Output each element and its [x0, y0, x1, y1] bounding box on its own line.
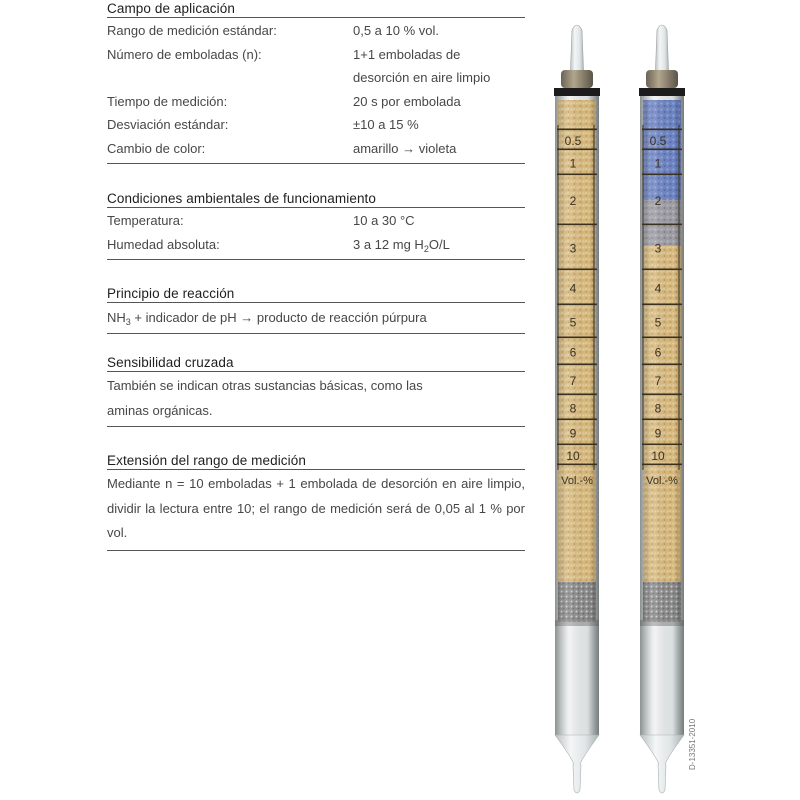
scale-label: 5 [654, 315, 662, 330]
scale-line [557, 337, 597, 339]
scale-label: 1 [569, 156, 577, 171]
row-label: Humedad absoluta: [107, 236, 220, 252]
scale-line [642, 149, 682, 151]
tube-collar [554, 88, 600, 96]
row-range [107, 19, 525, 43]
row-label: Desviación estándar: [107, 117, 229, 132]
scale-line [557, 364, 597, 366]
scale-label: 10 [566, 449, 580, 463]
row-value-line2: desorción en aire limpio [353, 70, 491, 85]
scale-label: 6 [654, 345, 662, 360]
row-value [353, 43, 525, 90]
row-strokes [107, 43, 525, 90]
row-value: ±10 a 15 % [353, 117, 419, 132]
scale-line [642, 269, 682, 271]
extension-text: Mediante n = 10 emboladas + 1 embolada de desorción en aire limpio, dividir la lectura entre 10; el rango de medición será de 0,05 al 1 % por vol. [107, 470, 525, 551]
section-title: Principio de reacción [107, 285, 525, 303]
scale-line [642, 364, 682, 366]
scale-label: 8 [654, 401, 662, 416]
scale-label: 2 [569, 194, 577, 208]
tube-collar [639, 88, 685, 96]
row-deviation [107, 113, 525, 137]
row-value-line1: 1+1 emboladas de [353, 46, 461, 62]
scale-label: 3 [569, 241, 577, 256]
scale-line [642, 419, 682, 421]
row-value: 20 s por embolada [353, 93, 461, 109]
section-title: Extensión del rango de medición [107, 452, 525, 470]
section-title: Sensibilidad cruzada [107, 354, 525, 372]
scale-unit: Vol.-% [561, 475, 593, 487]
section-title: Condiciones ambientales de funcionamiento [107, 190, 525, 208]
scale-line [557, 149, 597, 151]
scale-line [642, 224, 682, 226]
scale-label: 3 [654, 241, 662, 256]
scale-label: 5 [569, 315, 577, 330]
scale-label: 4 [569, 281, 577, 296]
cross-text [107, 372, 525, 427]
row-humidity [107, 233, 525, 257]
section-title: Campo de aplicación [107, 0, 525, 18]
row-value: amarillo → violeta [353, 140, 457, 156]
scale-label: 4 [654, 281, 662, 296]
tube-shading [555, 96, 599, 735]
scale-label: 0.5 [649, 134, 667, 148]
row-label: Tiempo de medición: [107, 93, 228, 109]
tube-tip-bottom [555, 735, 599, 793]
row-label: Rango de medición estándar: [107, 23, 277, 38]
scale-line [642, 304, 682, 306]
application-rows [107, 18, 525, 164]
row-time [107, 90, 525, 114]
row-label: Cambio de color: [107, 140, 206, 156]
humidity-sub: 2 [423, 243, 429, 254]
scale-line [557, 224, 597, 226]
row-label: Número de emboladas (n): [107, 46, 262, 62]
scale-unit: Vol.-% [646, 475, 678, 487]
scale-line [642, 464, 682, 466]
scale-label: 1 [654, 156, 662, 171]
section-cross-sensitivity [107, 354, 525, 427]
tube-used [639, 25, 685, 793]
tube-tip-bottom [640, 735, 684, 793]
principle-post: + indicador de pH → producto de reacción púrpura [130, 310, 427, 325]
section-ambient [107, 190, 525, 260]
scale-line [642, 129, 682, 131]
section-principle [107, 285, 525, 334]
scale-line [557, 174, 597, 176]
scale-line [642, 174, 682, 176]
humidity-post: O/L [428, 236, 450, 252]
scale-line [557, 394, 597, 396]
scale-label: 7 [569, 374, 577, 388]
scale-label: 9 [569, 426, 577, 441]
tube-cap [561, 70, 593, 88]
row-temperature [107, 209, 525, 233]
row-label: Temperatura: [107, 213, 184, 228]
scale-label: 7 [654, 374, 662, 388]
tube-unused [554, 25, 600, 793]
scale-line [642, 337, 682, 339]
row-value: 0,5 a 10 % vol. [353, 23, 439, 38]
row-color-change [107, 137, 525, 161]
scale-label: 10 [651, 449, 665, 463]
principle-text [107, 303, 525, 334]
cross-line1: También se indican otras sustancias básicas, como las [107, 378, 423, 393]
scale-line [557, 444, 597, 446]
scale-label: 0.5 [564, 134, 582, 148]
scale-label: 2 [654, 194, 662, 208]
detector-tubes-image [540, 0, 710, 800]
principle-pre: NH [107, 310, 126, 325]
humidity-pre: 3 a 12 mg H [353, 236, 424, 252]
scale-line [642, 394, 682, 396]
row-value: 10 a 30 °C [353, 213, 415, 228]
section-application [107, 0, 525, 164]
scale-label: 9 [654, 426, 662, 441]
scale-line [557, 419, 597, 421]
cross-line2: aminas orgánicas. [107, 402, 213, 418]
scale-line [557, 304, 597, 306]
section-extension [107, 452, 525, 551]
scale-line [642, 444, 682, 446]
scale-label: 8 [569, 401, 577, 416]
image-credit: D-13351-2010 [688, 718, 697, 770]
scale-line [557, 129, 597, 131]
scale-line [557, 464, 597, 466]
scale-label: 6 [569, 345, 577, 360]
tube-cap [646, 70, 678, 88]
ambient-rows [107, 208, 525, 260]
scale-line [557, 269, 597, 271]
tube-shading [640, 96, 684, 735]
principle-sub: 3 [125, 317, 131, 327]
row-value [353, 233, 525, 257]
